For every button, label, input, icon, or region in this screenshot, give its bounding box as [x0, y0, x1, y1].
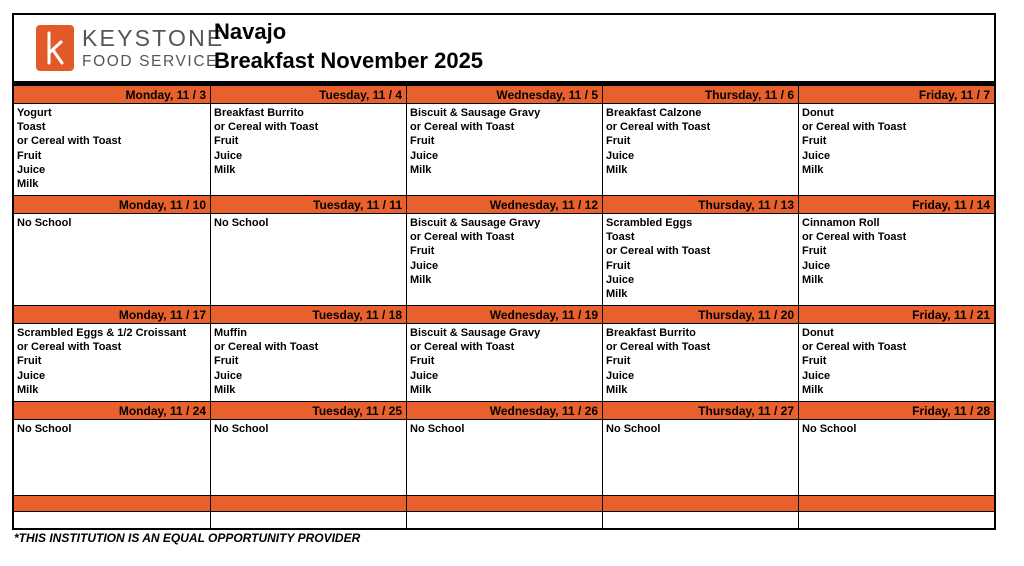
menu-item: Fruit [802, 355, 827, 368]
day-header: Friday, 11 / 21 [798, 306, 994, 324]
menu-item: No School [410, 423, 465, 435]
empty-cell [798, 512, 994, 528]
empty-header-bar [406, 496, 602, 512]
menu-item: Juice [214, 149, 243, 162]
day-header: Tuesday, 11 / 4 [210, 86, 406, 104]
menu-item: Toast [17, 121, 46, 134]
empty-cell [14, 512, 210, 528]
day-header: Monday, 11 / 24 [14, 402, 210, 420]
day-header: Friday, 11 / 28 [798, 402, 994, 420]
menu-item: Fruit [606, 135, 631, 148]
menu-item: or Cereal with Toast [410, 231, 515, 244]
day-menu-cell [798, 324, 994, 402]
day-header: Thursday, 11 / 13 [602, 196, 798, 214]
empty-header-bar [14, 496, 210, 512]
day-header: Wednesday, 11 / 26 [406, 402, 602, 420]
menu-item: or Cereal with Toast [214, 341, 319, 354]
menu-item: or Cereal with Toast [606, 121, 711, 134]
day-menu-cell [406, 214, 602, 306]
menu-item: or Cereal with Toast [410, 121, 515, 134]
brand-subtitle: FOOD SERVICE [82, 53, 219, 70]
menu-item: Juice [214, 369, 243, 382]
day-menu-cell [602, 420, 798, 496]
day-header: Monday, 11 / 3 [14, 86, 210, 104]
day-header: Friday, 11 / 14 [798, 196, 994, 214]
menu-item: or Cereal with Toast [802, 121, 907, 134]
day-menu-cell [14, 104, 210, 196]
menu-item: Milk [606, 383, 628, 396]
empty-header-bar [210, 496, 406, 512]
menu-item: Milk [214, 383, 236, 396]
menu-item: Breakfast Calzone [606, 107, 702, 119]
menu-item: Cinnamon Roll [802, 217, 880, 229]
day-header: Wednesday, 11 / 12 [406, 196, 602, 214]
menu-item: Juice [17, 369, 46, 382]
menu-item: No School [214, 217, 269, 229]
day-menu-cell [602, 214, 798, 306]
brand-name: KEYSTONE [82, 25, 225, 51]
empty-cell [406, 512, 602, 528]
day-menu-cell [14, 420, 210, 496]
menu-item: Biscuit & Sausage Gravy [410, 107, 541, 119]
menu-item: No School [214, 423, 269, 435]
menu-item: Breakfast Burrito [214, 107, 304, 119]
menu-item: Juice [410, 259, 439, 272]
day-menu-cell [798, 420, 994, 496]
menu-item: or Cereal with Toast [802, 231, 907, 244]
menu-item: Biscuit & Sausage Gravy [410, 327, 541, 339]
menu-header [14, 15, 994, 86]
menu-item: Milk [606, 163, 628, 176]
menu-item: or Cereal with Toast [214, 121, 319, 134]
menu-item: No School [17, 423, 72, 435]
menu-calendar-grid [14, 86, 994, 528]
day-header: Monday, 11 / 17 [14, 306, 210, 324]
day-menu-cell [602, 324, 798, 402]
menu-item: Fruit [410, 135, 435, 148]
menu-item: or Cereal with Toast [606, 341, 711, 354]
day-header: Friday, 11 / 7 [798, 86, 994, 104]
day-menu-cell [406, 420, 602, 496]
day-menu-cell [210, 104, 406, 196]
day-menu-cell [210, 420, 406, 496]
menu-item: Biscuit & Sausage Gravy [410, 217, 541, 229]
menu-item: Juice [802, 149, 831, 162]
day-menu-cell [406, 324, 602, 402]
empty-header-bar [602, 496, 798, 512]
menu-item: Fruit [606, 259, 631, 272]
equal-opportunity-note: *THIS INSTITUTION IS AN EQUAL OPPORTUNITY PROVIDER [14, 531, 361, 545]
menu-item: Juice [17, 163, 46, 176]
day-menu-cell [406, 104, 602, 196]
menu-item: No School [802, 423, 857, 435]
menu-item: Fruit [410, 245, 435, 258]
menu-item: Juice [606, 369, 635, 382]
menu-item: or Cereal with Toast [606, 245, 711, 258]
menu-item: Fruit [214, 135, 239, 148]
menu-item: Fruit [606, 355, 631, 368]
day-header: Wednesday, 11 / 5 [406, 86, 602, 104]
school-name: Navajo [214, 19, 287, 44]
menu-item: Muffin [214, 327, 247, 339]
menu-item: Donut [802, 107, 834, 119]
menu-item: Donut [802, 327, 834, 339]
menu-item: Milk [410, 163, 432, 176]
menu-item: or Cereal with Toast [802, 341, 907, 354]
menu-item: Scrambled Eggs [606, 217, 693, 229]
menu-item: Toast [606, 231, 635, 244]
menu-item: Fruit [802, 245, 827, 258]
day-menu-cell [798, 104, 994, 196]
empty-cell [602, 512, 798, 528]
menu-item: Milk [17, 383, 39, 396]
menu-item: or Cereal with Toast [17, 341, 122, 354]
day-header: Wednesday, 11 / 19 [406, 306, 602, 324]
day-menu-cell [14, 324, 210, 402]
menu-item: or Cereal with Toast [410, 341, 515, 354]
menu-item: Fruit [410, 355, 435, 368]
day-header: Monday, 11 / 10 [14, 196, 210, 214]
menu-item: Milk [802, 383, 824, 396]
menu-item: Juice [606, 273, 635, 286]
day-menu-cell [210, 324, 406, 402]
day-menu-cell [798, 214, 994, 306]
menu-item: Juice [606, 149, 635, 162]
menu-title: Breakfast November 2025 [214, 48, 484, 73]
day-header: Tuesday, 11 / 18 [210, 306, 406, 324]
day-header: Tuesday, 11 / 11 [210, 196, 406, 214]
day-header: Tuesday, 11 / 25 [210, 402, 406, 420]
menu-item: Fruit [17, 355, 42, 368]
menu-item: or Cereal with Toast [17, 135, 122, 148]
empty-cell [210, 512, 406, 528]
menu-item: Fruit [17, 149, 42, 162]
menu-item: Milk [214, 163, 236, 176]
day-header: Thursday, 11 / 6 [602, 86, 798, 104]
day-menu-cell [210, 214, 406, 306]
menu-item: Juice [802, 369, 831, 382]
menu-item: Juice [410, 369, 439, 382]
menu-item: Milk [606, 288, 628, 301]
keystone-logo [24, 21, 225, 73]
day-header: Thursday, 11 / 27 [602, 402, 798, 420]
menu-item: Juice [410, 149, 439, 162]
menu-item: Milk [410, 383, 432, 396]
menu-item: Milk [410, 273, 432, 286]
keystone-k-icon [36, 25, 74, 71]
day-menu-cell [602, 104, 798, 196]
menu-item: Yogurt [17, 107, 52, 119]
menu-item: No School [17, 217, 72, 229]
menu-item: Milk [802, 163, 824, 176]
menu-item: Juice [802, 259, 831, 272]
menu-item: Breakfast Burrito [606, 327, 696, 339]
day-menu-cell [14, 214, 210, 306]
menu-item: No School [606, 423, 661, 435]
menu-item: Fruit [802, 135, 827, 148]
empty-header-bar [798, 496, 994, 512]
menu-item: Milk [17, 178, 39, 191]
menu-item: Scrambled Eggs & 1/2 Croissant [17, 327, 187, 339]
menu-sheet [12, 13, 996, 530]
menu-item: Fruit [214, 355, 239, 368]
menu-item: Milk [802, 273, 824, 286]
day-header: Thursday, 11 / 20 [602, 306, 798, 324]
